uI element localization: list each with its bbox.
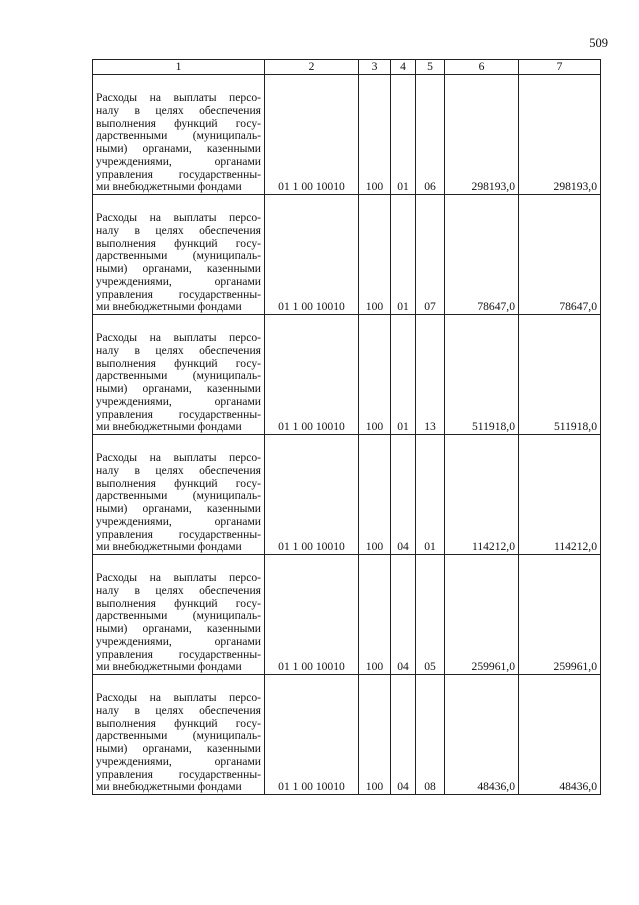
amount-column-7: 48436,0 <box>519 675 601 795</box>
section-code: 01 <box>391 195 416 315</box>
header-cell-5: 5 <box>416 60 445 75</box>
target-article-code: 01 1 00 10010 <box>265 75 359 195</box>
description-line: ными) органами, казенными <box>96 262 261 276</box>
target-article-code: 01 1 00 10010 <box>265 195 359 315</box>
description-line: налу в целях обеспечения <box>96 344 261 358</box>
description-line: дарственными (муниципаль- <box>96 489 261 503</box>
table-row <box>93 75 601 195</box>
description-line: дарственными (муниципаль- <box>96 369 261 383</box>
amount-column-7: 298193,0 <box>519 75 601 195</box>
target-article-code: 01 1 00 10010 <box>265 315 359 435</box>
description-line: ми внебюджетными фондами <box>96 540 242 554</box>
amount-column-7: 511918,0 <box>519 315 601 435</box>
expense-description <box>93 315 265 435</box>
target-article-code: 01 1 00 10010 <box>265 555 359 675</box>
subsection-code: 13 <box>416 315 445 435</box>
description-line: дарственными (муниципаль- <box>96 129 261 143</box>
amount-column-7: 78647,0 <box>519 195 601 315</box>
header-cell-2: 2 <box>265 60 359 75</box>
description-line: выполнения функций госу- <box>96 476 261 490</box>
description-line: управления государственны- <box>96 407 261 421</box>
header-row <box>93 60 601 75</box>
description-line: ными) органами, казенными <box>96 742 261 756</box>
amount-column-6: 114212,0 <box>445 435 519 555</box>
section-code: 04 <box>391 555 416 675</box>
table-row <box>93 435 601 555</box>
description-line: дарственными (муниципаль- <box>96 249 261 263</box>
target-article-code: 01 1 00 10010 <box>265 435 359 555</box>
description-line: выполнения функций госу- <box>96 236 261 250</box>
description-line: ми внебюджетными фондами <box>96 660 242 674</box>
description-line: ными) органами, казенными <box>96 142 261 156</box>
header-cell-4: 4 <box>391 60 416 75</box>
description-line: налу в целях обеспечения <box>96 704 261 718</box>
description-line: учреждениями, органами <box>96 154 261 168</box>
description-line: Расходы на выплаты персо- <box>96 331 261 345</box>
expense-type-code: 100 <box>359 675 391 795</box>
description-line: учреждениями, органами <box>96 514 261 528</box>
description-line: Расходы на выплаты персо- <box>96 91 261 105</box>
amount-column-6: 259961,0 <box>445 555 519 675</box>
description-line: управления государственны- <box>96 527 261 541</box>
header-cell-7: 7 <box>519 60 601 75</box>
description-line: налу в целях обеспечения <box>96 464 261 478</box>
header-cell-3: 3 <box>359 60 391 75</box>
description-line: управления государственны- <box>96 767 261 781</box>
amount-column-6: 298193,0 <box>445 75 519 195</box>
description-line: дарственными (муниципаль- <box>96 609 261 623</box>
description-line: ными) органами, казенными <box>96 622 261 636</box>
description-line: ными) органами, казенными <box>96 382 261 396</box>
description-line: управления государственны- <box>96 287 261 301</box>
description-line: выполнения функций госу- <box>96 116 261 130</box>
expense-type-code: 100 <box>359 195 391 315</box>
section-code: 01 <box>391 75 416 195</box>
description-line: выполнения функций госу- <box>96 356 261 370</box>
expense-description <box>93 675 265 795</box>
amount-column-6: 78647,0 <box>445 195 519 315</box>
description-line: ми внебюджетными фондами <box>96 300 242 314</box>
amount-column-6: 511918,0 <box>445 315 519 435</box>
description-line: Расходы на выплаты персо- <box>96 691 261 705</box>
subsection-code: 01 <box>416 435 445 555</box>
target-article-code: 01 1 00 10010 <box>265 675 359 795</box>
expense-description <box>93 75 265 195</box>
description-line: ми внебюджетными фондами <box>96 420 242 434</box>
section-code: 04 <box>391 435 416 555</box>
description-line: учреждениями, органами <box>96 394 261 408</box>
section-code: 01 <box>391 315 416 435</box>
description-line: налу в целях обеспечения <box>96 584 261 598</box>
expense-description <box>93 555 265 675</box>
expense-description <box>93 195 265 315</box>
description-line: Расходы на выплаты персо- <box>96 451 261 465</box>
page-number: 509 <box>589 36 608 50</box>
description-line: дарственными (муниципаль- <box>96 729 261 743</box>
expense-type-code: 100 <box>359 75 391 195</box>
amount-column-6: 48436,0 <box>445 675 519 795</box>
description-line: ными) органами, казенными <box>96 502 261 516</box>
description-line: ми внебюджетными фондами <box>96 180 242 194</box>
expense-type-code: 100 <box>359 435 391 555</box>
subsection-code: 08 <box>416 675 445 795</box>
header-cell-6: 6 <box>445 60 519 75</box>
subsection-code: 07 <box>416 195 445 315</box>
header-cell-1: 1 <box>93 60 265 75</box>
table-row <box>93 675 601 795</box>
description-line: выполнения функций госу- <box>96 716 261 730</box>
subsection-code: 06 <box>416 75 445 195</box>
expense-type-code: 100 <box>359 555 391 675</box>
description-line: управления государственны- <box>96 167 261 181</box>
budget-table <box>92 59 601 795</box>
description-line: налу в целях обеспечения <box>96 224 261 238</box>
section-code: 04 <box>391 675 416 795</box>
table-row <box>93 315 601 435</box>
description-line: выполнения функций госу- <box>96 596 261 610</box>
table-row <box>93 195 601 315</box>
expense-type-code: 100 <box>359 315 391 435</box>
subsection-code: 05 <box>416 555 445 675</box>
description-line: налу в целях обеспечения <box>96 104 261 118</box>
description-line: учреждениями, органами <box>96 754 261 768</box>
amount-column-7: 259961,0 <box>519 555 601 675</box>
description-line: Расходы на выплаты персо- <box>96 211 261 225</box>
description-line: управления государственны- <box>96 647 261 661</box>
expense-description <box>93 435 265 555</box>
amount-column-7: 114212,0 <box>519 435 601 555</box>
description-line: учреждениями, органами <box>96 634 261 648</box>
description-line: Расходы на выплаты персо- <box>96 571 261 585</box>
table-row <box>93 555 601 675</box>
description-line: ми внебюджетными фондами <box>96 780 242 794</box>
description-line: учреждениями, органами <box>96 274 261 288</box>
